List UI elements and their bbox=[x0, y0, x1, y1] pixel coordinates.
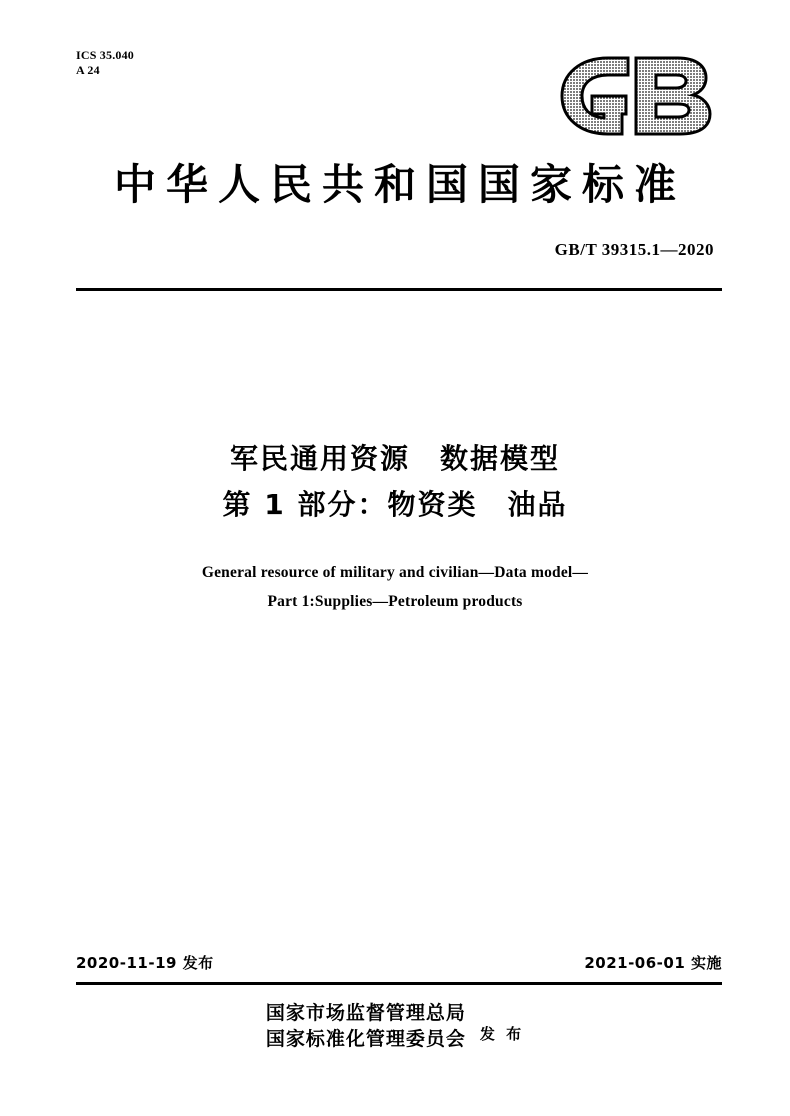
issuer-org-2: 国家标准化管理委员会 bbox=[265, 1028, 466, 1050]
standard-title-en-line-1: General resource of military and civilian—Data model— bbox=[201, 564, 589, 581]
standard-number: GB/T 39315.1—2020 bbox=[554, 240, 714, 259]
issuer-block bbox=[0, 1000, 790, 1052]
issue-date: 2020-11-19 发布 bbox=[76, 954, 214, 972]
standard-title-cn-line-1: 军民通用资源 数据模型 bbox=[229, 442, 560, 475]
issuer-org-1: 国家市场监督管理总局 bbox=[265, 1002, 466, 1024]
publish-label: 发 布 bbox=[479, 1024, 525, 1043]
ics-code: ICS 35.040 bbox=[76, 48, 135, 62]
divider-top bbox=[76, 288, 722, 291]
ics-classification-block bbox=[76, 48, 134, 78]
standard-title-cn bbox=[0, 436, 790, 528]
standard-title-cn-line-2: 第 1 部分：物资类 油品 bbox=[222, 488, 568, 521]
implementation-date: 2021-06-01 实施 bbox=[584, 954, 722, 972]
standard-title-en-line-2: Part 1:Supplies—Petroleum products bbox=[267, 593, 523, 610]
page-title: 中华人民共和国国家标准 bbox=[113, 160, 686, 209]
ics-class-code: A 24 bbox=[76, 63, 100, 77]
divider-bottom bbox=[76, 982, 722, 985]
dates-row bbox=[76, 952, 722, 973]
issuer-names bbox=[266, 1000, 466, 1052]
standard-title-en bbox=[0, 558, 790, 616]
gb-logo-icon bbox=[552, 52, 722, 140]
